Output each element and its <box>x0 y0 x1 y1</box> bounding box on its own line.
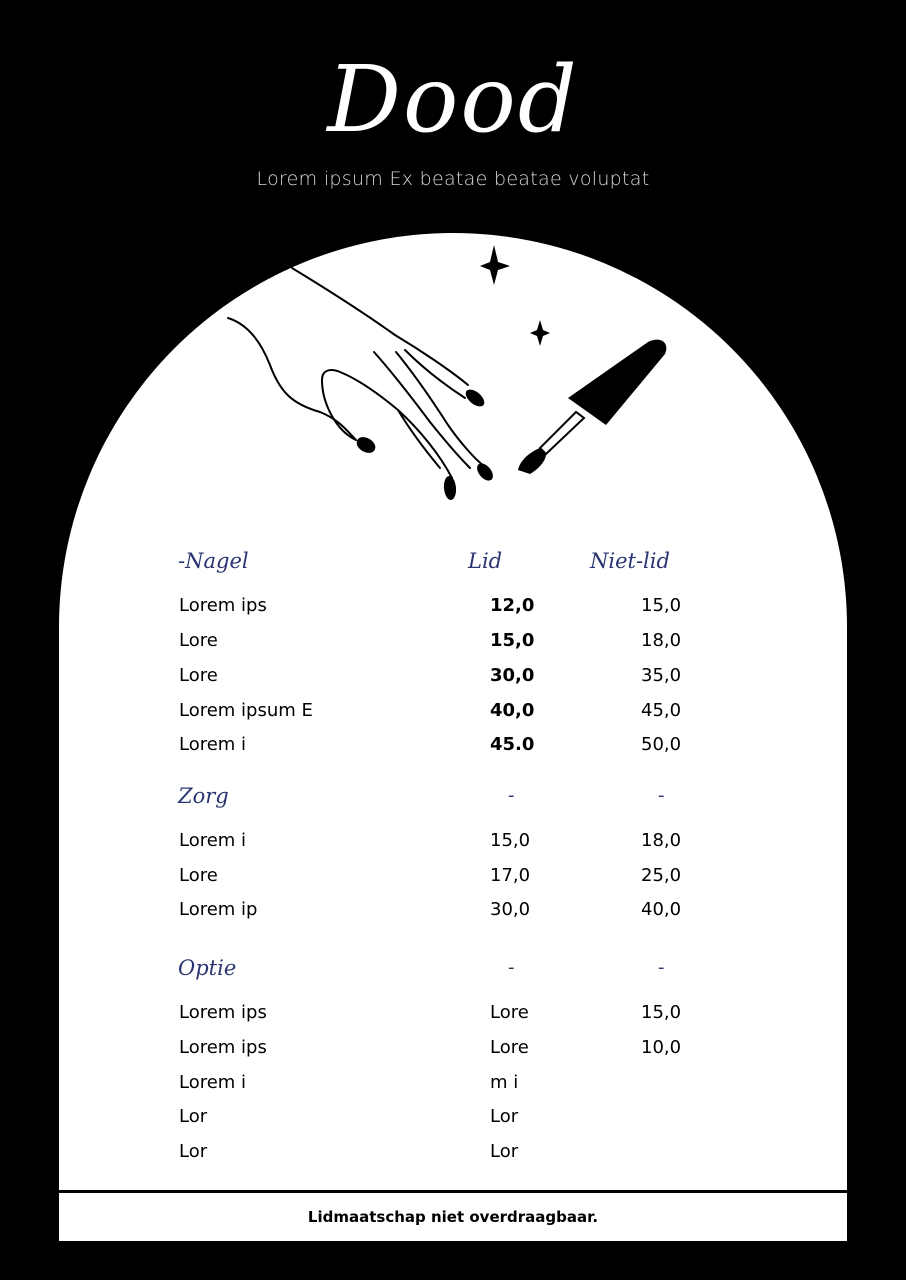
item-price-niet-lid: 18,0 <box>641 630 682 651</box>
column-header-niet-lid: Niet-lid <box>590 549 670 573</box>
item-price-lid: Lore <box>490 1037 529 1058</box>
page-title: Dood <box>327 46 579 153</box>
item-name: Lore <box>179 630 218 651</box>
item-name: Lore <box>179 665 218 686</box>
item-price-lid: 30,0 <box>490 899 531 920</box>
section-header-optie <box>0 953 906 983</box>
item-name: Lore <box>179 865 218 886</box>
item-name: Lorem ips <box>179 1002 267 1023</box>
item-name: Lorem ips <box>179 595 267 616</box>
item-name: Lorem i <box>179 1072 247 1093</box>
item-price-niet-lid: 45,0 <box>641 700 682 721</box>
optie-lid-mark: - <box>508 957 515 978</box>
item-price-lid: 45.0 <box>490 734 535 755</box>
section-header-nagel <box>0 546 906 576</box>
item-price-niet-lid: 40,0 <box>641 899 682 920</box>
item-name: Lorem i <box>179 830 247 851</box>
table-row <box>0 895 906 925</box>
item-price-niet-lid: 50,0 <box>641 734 682 755</box>
item-price-lid: 15,0 <box>490 830 531 851</box>
table-row <box>0 1102 906 1132</box>
item-price-lid: 12,0 <box>490 595 535 616</box>
table-row <box>0 591 906 621</box>
table-row <box>0 998 906 1028</box>
zorg-niet-lid-mark: - <box>658 785 665 806</box>
item-price-niet-lid: 35,0 <box>641 665 682 686</box>
section-title-zorg: Zorg <box>178 784 229 808</box>
table-row <box>0 661 906 691</box>
item-price-lid: 40,0 <box>490 700 535 721</box>
item-price-niet-lid: 10,0 <box>641 1037 682 1058</box>
item-price-niet-lid: 15,0 <box>641 595 682 616</box>
table-row <box>0 1068 906 1098</box>
item-price-niet-lid: 25,0 <box>641 865 682 886</box>
item-price-niet-lid: 15,0 <box>641 1002 682 1023</box>
item-name: Lorem ips <box>179 1037 267 1058</box>
item-name: Lor <box>179 1141 208 1162</box>
item-name: Lor <box>179 1106 208 1127</box>
item-name: Lorem ip <box>179 899 258 920</box>
item-price-lid: 17,0 <box>490 865 531 886</box>
optie-niet-lid-mark: - <box>658 957 665 978</box>
item-price-niet-lid: 18,0 <box>641 830 682 851</box>
table-row <box>0 730 906 760</box>
column-header-lid: Lid <box>468 549 503 573</box>
table-row <box>0 861 906 891</box>
item-price-lid: 15,0 <box>490 630 535 651</box>
item-name: Lorem ipsum E <box>179 700 313 721</box>
item-price-lid: m i <box>490 1072 519 1093</box>
table-row <box>0 1137 906 1167</box>
footer-note: Lidmaatschap niet overdraagbaar. <box>59 1193 847 1241</box>
item-name: Lorem i <box>179 734 247 755</box>
page-subtitle: Lorem ipsum Ex beatae beatae voluptat <box>256 168 650 190</box>
section-title-optie: Optie <box>178 956 237 980</box>
section-header-zorg <box>0 781 906 811</box>
section-title-nagel: -Nagel <box>178 549 249 573</box>
item-price-lid: Lor <box>490 1141 519 1162</box>
table-row <box>0 826 906 856</box>
item-price-lid: Lore <box>490 1002 529 1023</box>
table-row <box>0 1033 906 1063</box>
item-price-lid: Lor <box>490 1106 519 1127</box>
table-row <box>0 696 906 726</box>
zorg-lid-mark: - <box>508 785 515 806</box>
item-price-lid: 30,0 <box>490 665 535 686</box>
table-row <box>0 626 906 656</box>
